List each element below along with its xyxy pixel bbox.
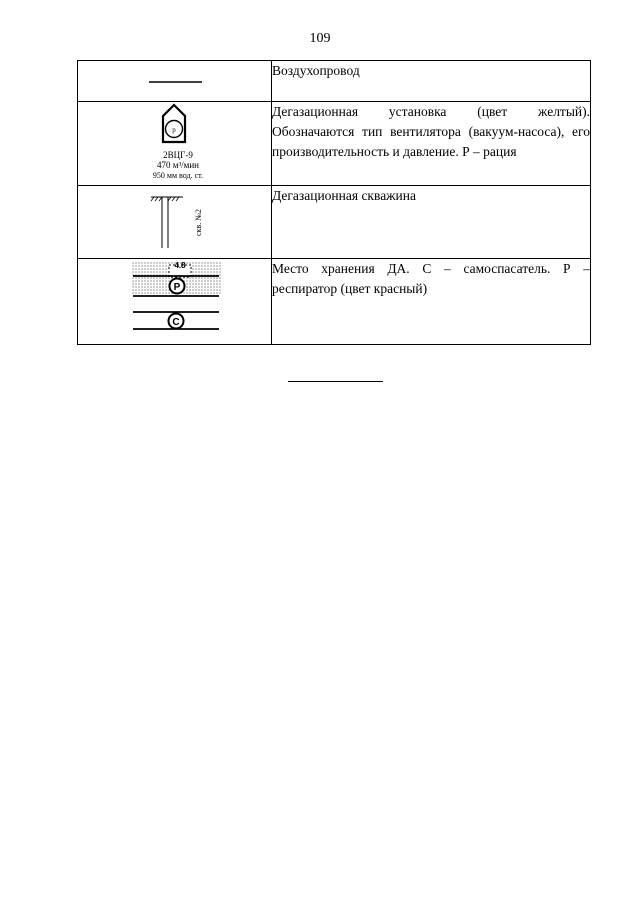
well-label: скв. №2 <box>194 209 203 236</box>
description-cell: Место хранения ДА. С – самоспасатель. Р – респиратор (цвет красный) <box>272 259 591 345</box>
description-cell: Воздухопровод <box>272 61 591 102</box>
legend-row <box>78 186 591 259</box>
unit-pressure-label: 950 мм вод. ст. <box>152 171 204 180</box>
air-duct-line-icon <box>78 61 271 101</box>
unit-model-label: 2ВЦГ-9 <box>163 150 193 160</box>
symbol-cell <box>78 61 272 102</box>
end-divider <box>288 381 383 382</box>
page-number: 109 <box>309 31 331 46</box>
symbol-cell <box>78 259 272 345</box>
legend-row <box>78 61 591 102</box>
unit-capacity-label: 470 м³/мин <box>157 160 199 170</box>
unit-circle-label: р <box>172 126 176 134</box>
symbol-cell <box>78 102 272 186</box>
storage-number-label: 4.8 <box>174 261 186 270</box>
legend-table <box>77 60 591 345</box>
description-cell: Дегазационная установка (цвет желтый). Обозначаются тип вентилятора (вакуум-насоса), его производительность и давление. Р – рация <box>272 102 591 186</box>
respirator-label: Р <box>173 282 181 293</box>
self-rescuer-label: С <box>172 317 180 328</box>
symbol-cell <box>78 186 272 259</box>
storage-place-icon <box>78 259 271 344</box>
degassing-well-icon <box>78 186 271 258</box>
description-cell: Дегазационная скважина <box>272 186 591 259</box>
degassing-unit-icon <box>78 102 271 150</box>
legend-row <box>78 102 591 186</box>
legend-row <box>78 259 591 345</box>
